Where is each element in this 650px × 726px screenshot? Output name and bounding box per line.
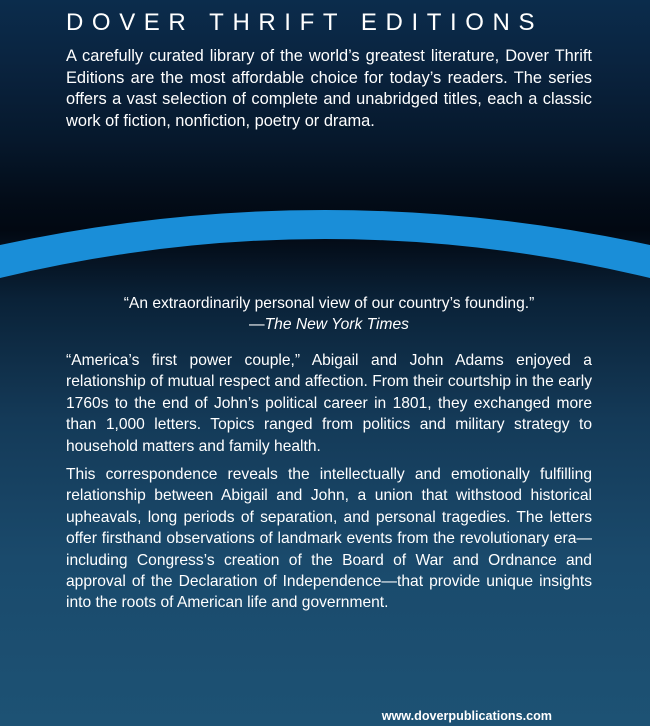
book-description [66, 350, 592, 621]
blue-arc-decoration [0, 190, 650, 310]
description-paragraph: “America’s first power couple,” Abigail and John Adams enjoyed a relationship of mutual respect and affection. From their courtship in the early 1760s to the end of John’s political career in 1801, they exchanged more than 1,000 letters. Topics ranged from politics and military strategy to household matters and family health. [66, 352, 592, 455]
arc-band [0, 210, 650, 278]
review-dash: — [249, 316, 265, 333]
series-description: A carefully curated library of the world’s greatest literature, Dover Thrift Editions are the most affordable choice for today’s readers. The series offers a vast selection of complete and unabridged titles, each a classic work of fiction, nonfiction, poetry or drama. [66, 47, 592, 130]
review-source: The New York Times [264, 316, 409, 333]
publisher-website: www.doverpublications.com [381, 709, 552, 723]
description-paragraph: This correspondence reveals the intellectually and emotionally fulfilling relationship between Abigail and John, a union that withstood historical upheavals, long periods of separation, and personal tragedies. The letters offer firsthand observations of landmark events from the revolutionary era—including Congress’s creation of the Board of War and Ordnance and approval of the Declaration of Independence—that provide unique insights into the roots of American life and government. [66, 466, 592, 612]
review-quote: “An extraordinarily personal view of our country’s founding.” [123, 295, 535, 312]
series-title: DOVER THRIFT EDITIONS [66, 9, 544, 36]
review-quote-block [66, 293, 592, 335]
review-source-line [66, 314, 592, 335]
